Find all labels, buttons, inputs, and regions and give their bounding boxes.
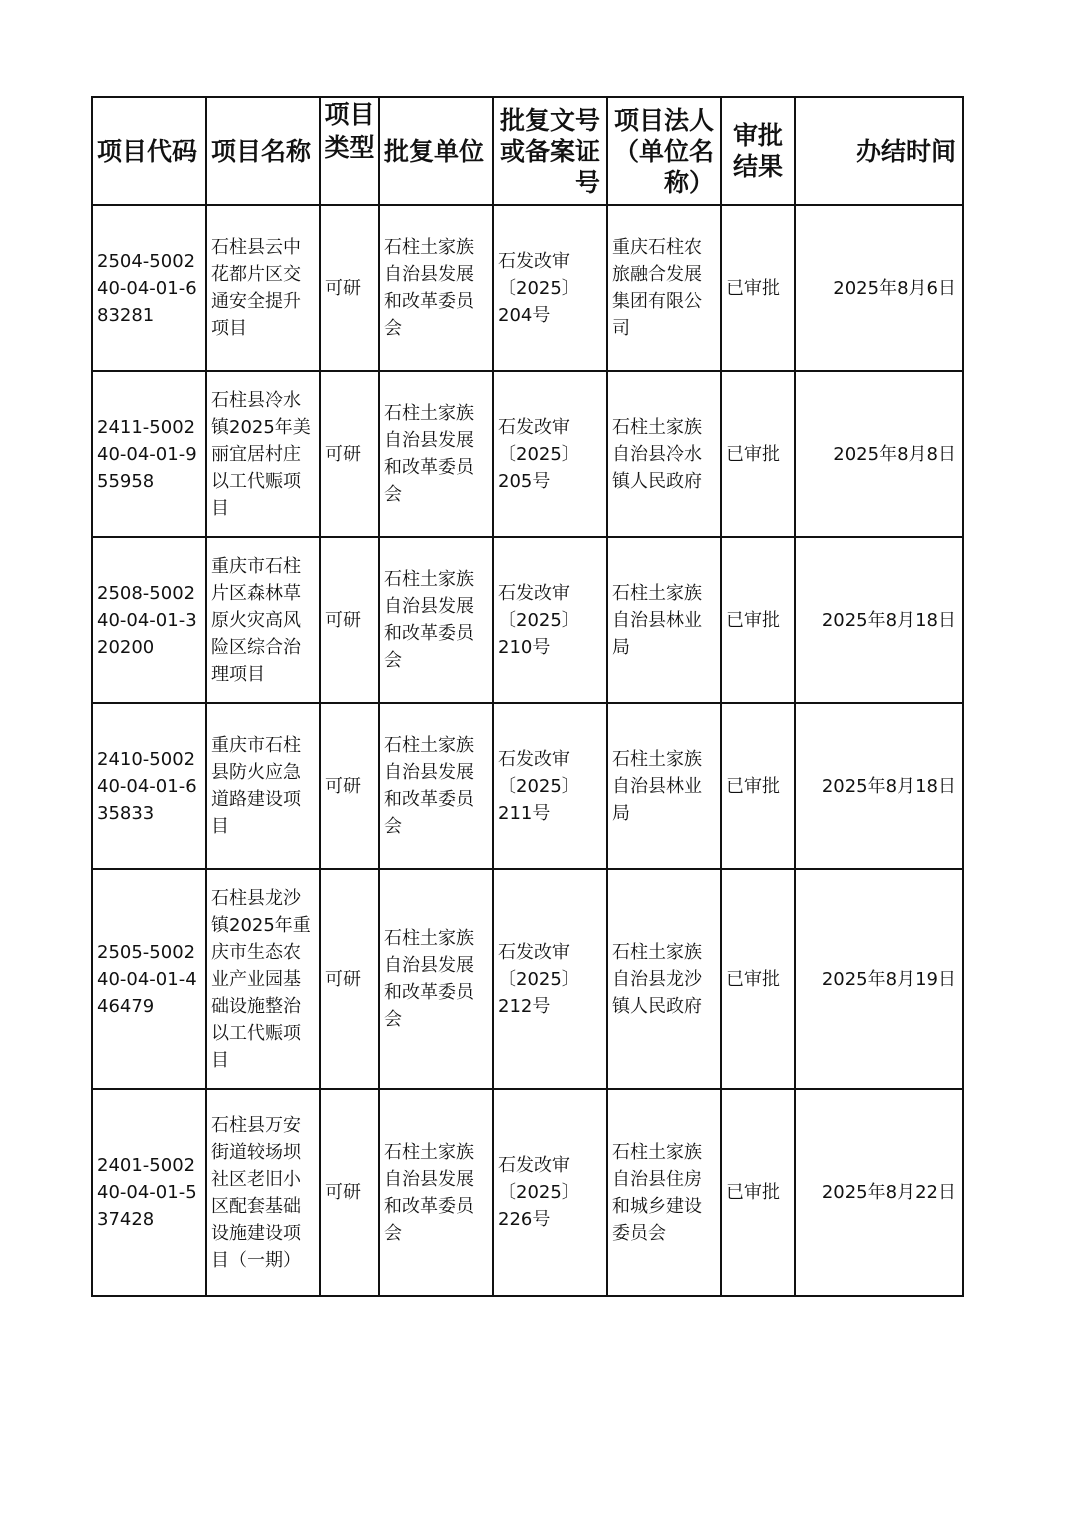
cell-code: 2504-500240-04-01-683281 [92, 205, 206, 371]
cell-approver: 石柱土家族自治县发展和改革委员会 [379, 869, 493, 1089]
cell-legal-person: 石柱土家族自治县冷水镇人民政府 [607, 371, 721, 537]
cell-name: 石柱县云中花都片区交通安全提升项目 [206, 205, 320, 371]
cell-approver: 石柱土家族自治县发展和改革委员会 [379, 1089, 493, 1296]
cell-type: 可研 [320, 205, 379, 371]
cell-result: 已审批 [721, 537, 795, 703]
cell-type: 可研 [320, 869, 379, 1089]
cell-code: 2411-500240-04-01-955958 [92, 371, 206, 537]
cell-approver: 石柱土家族自治县发展和改革委员会 [379, 537, 493, 703]
cell-doc-no: 石发改审〔2025〕204号 [493, 205, 607, 371]
cell-legal-person: 石柱土家族自治县住房和城乡建设委员会 [607, 1089, 721, 1296]
cell-code: 2410-500240-04-01-635833 [92, 703, 206, 869]
cell-code: 2505-500240-04-01-446479 [92, 869, 206, 1089]
cell-approver: 石柱土家族自治县发展和改革委员会 [379, 371, 493, 537]
cell-legal-person: 石柱土家族自治县龙沙镇人民政府 [607, 869, 721, 1089]
header-name: 项目名称 [206, 97, 320, 205]
approval-table [91, 96, 964, 1297]
header-legal-person: 项目法人（单位名称） [607, 97, 721, 205]
cell-code: 2401-500240-04-01-537428 [92, 1089, 206, 1296]
cell-date: 2025年8月6日 [795, 205, 963, 371]
header-result: 审批结果 [721, 97, 795, 205]
cell-result: 已审批 [721, 703, 795, 869]
table-row [92, 869, 963, 1089]
cell-name: 重庆市石柱片区森林草原火灾高风险区综合治理项目 [206, 537, 320, 703]
cell-name: 重庆市石柱县防火应急道路建设项目 [206, 703, 320, 869]
header-doc-no: 批复文号或备案证号 [493, 97, 607, 205]
cell-date: 2025年8月19日 [795, 869, 963, 1089]
cell-result: 已审批 [721, 371, 795, 537]
header-approver: 批复单位 [379, 97, 493, 205]
cell-legal-person: 石柱土家族自治县林业局 [607, 537, 721, 703]
cell-result: 已审批 [721, 869, 795, 1089]
header-code: 项目代码 [92, 97, 206, 205]
header-type-label: 项目类型 [324, 100, 375, 162]
cell-date: 2025年8月8日 [795, 371, 963, 537]
cell-code: 2508-500240-04-01-320200 [92, 537, 206, 703]
cell-type: 可研 [320, 1089, 379, 1296]
cell-name: 石柱县万安街道较场坝社区老旧小区配套基础设施建设项目（一期） [206, 1089, 320, 1296]
cell-doc-no: 石发改审〔2025〕210号 [493, 537, 607, 703]
cell-type: 可研 [320, 371, 379, 537]
header-row [92, 97, 963, 205]
table-row [92, 205, 963, 371]
cell-date: 2025年8月22日 [795, 1089, 963, 1296]
table-row [92, 537, 963, 703]
cell-type: 可研 [320, 703, 379, 869]
cell-type: 可研 [320, 537, 379, 703]
cell-date: 2025年8月18日 [795, 537, 963, 703]
cell-doc-no: 石发改审〔2025〕211号 [493, 703, 607, 869]
cell-doc-no: 石发改审〔2025〕205号 [493, 371, 607, 537]
cell-approver: 石柱土家族自治县发展和改革委员会 [379, 205, 493, 371]
cell-date: 2025年8月18日 [795, 703, 963, 869]
table-row [92, 703, 963, 869]
header-date: 办结时间 [795, 97, 963, 205]
cell-legal-person: 重庆石柱农旅融合发展集团有限公司 [607, 205, 721, 371]
cell-name: 石柱县冷水镇2025年美丽宜居村庄以工代赈项目 [206, 371, 320, 537]
cell-result: 已审批 [721, 205, 795, 371]
cell-result: 已审批 [721, 1089, 795, 1296]
cell-doc-no: 石发改审〔2025〕226号 [493, 1089, 607, 1296]
cell-legal-person: 石柱土家族自治县林业局 [607, 703, 721, 869]
table-row [92, 371, 963, 537]
header-type [320, 97, 379, 205]
cell-approver: 石柱土家族自治县发展和改革委员会 [379, 703, 493, 869]
cell-doc-no: 石发改审〔2025〕212号 [493, 869, 607, 1089]
cell-name: 石柱县龙沙镇2025年重庆市生态农业产业园基础设施整治以工代赈项目 [206, 869, 320, 1089]
table-row [92, 1089, 963, 1296]
